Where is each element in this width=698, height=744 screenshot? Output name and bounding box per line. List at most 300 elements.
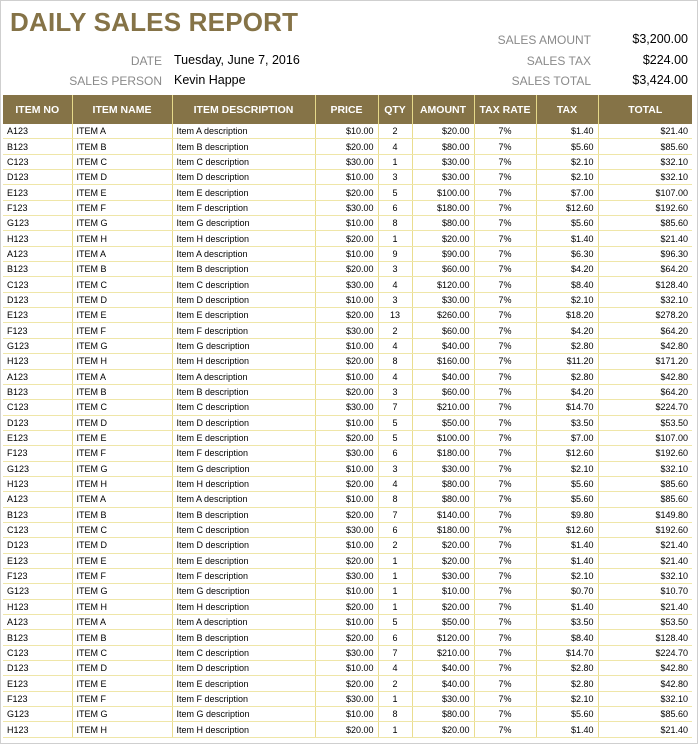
cell-tax: $1.40 [536, 538, 598, 553]
cell-tax: $1.40 [536, 124, 598, 139]
cell-qty: 4 [378, 661, 412, 676]
cell-item-no: G123 [3, 584, 72, 599]
cell-amount: $30.00 [412, 568, 474, 583]
cell-total: $32.10 [598, 691, 692, 706]
cell-total: $278.20 [598, 308, 692, 323]
cell-amount: $40.00 [412, 676, 474, 691]
cell-item-no: G123 [3, 707, 72, 722]
cell-tax: $5.60 [536, 216, 598, 231]
cell-price: $10.00 [315, 415, 378, 430]
cell-item-name: ITEM F [72, 200, 172, 215]
table-row [3, 124, 692, 139]
cell-total: $32.10 [598, 292, 692, 307]
table-row [3, 691, 692, 706]
cell-total: $21.40 [598, 722, 692, 737]
cell-tax: $1.40 [536, 231, 598, 246]
cell-qty: 2 [378, 323, 412, 338]
cell-item-name: ITEM G [72, 338, 172, 353]
cell-item-no: C123 [3, 277, 72, 292]
cell-total: $96.30 [598, 246, 692, 261]
cell-tax-rate: 7% [474, 476, 536, 491]
cell-tax: $7.00 [536, 430, 598, 445]
cell-amount: $60.00 [412, 384, 474, 399]
cell-qty: 4 [378, 338, 412, 353]
cell-tax-rate: 7% [474, 338, 536, 353]
cell-tax: $1.40 [536, 599, 598, 614]
cell-item-description: Item B description [172, 630, 315, 645]
cell-item-no: G123 [3, 338, 72, 353]
cell-total: $128.40 [598, 277, 692, 292]
cell-amount: $120.00 [412, 277, 474, 292]
cell-item-description: Item H description [172, 231, 315, 246]
cell-total: $32.10 [598, 170, 692, 185]
cell-amount: $50.00 [412, 615, 474, 630]
cell-price: $30.00 [315, 645, 378, 660]
cell-item-name: ITEM D [72, 292, 172, 307]
cell-item-description: Item H description [172, 722, 315, 737]
cell-amount: $180.00 [412, 522, 474, 537]
cell-tax-rate: 7% [474, 645, 536, 660]
cell-item-name: ITEM E [72, 185, 172, 200]
cell-item-no: A123 [3, 492, 72, 507]
cell-tax-rate: 7% [474, 507, 536, 522]
cell-tax: $12.60 [536, 522, 598, 537]
cell-qty: 8 [378, 354, 412, 369]
date-value: Tuesday, June 7, 2016 [174, 53, 300, 67]
cell-item-description: Item G description [172, 707, 315, 722]
cell-amount: $50.00 [412, 415, 474, 430]
cell-tax-rate: 7% [474, 170, 536, 185]
cell-tax-rate: 7% [474, 292, 536, 307]
cell-tax-rate: 7% [474, 707, 536, 722]
cell-tax-rate: 7% [474, 722, 536, 737]
cell-price: $30.00 [315, 154, 378, 169]
cell-qty: 5 [378, 185, 412, 200]
cell-item-description: Item D description [172, 170, 315, 185]
table-row [3, 369, 692, 384]
sales-tax-label: SALES TAX [526, 54, 591, 68]
cell-tax-rate: 7% [474, 661, 536, 676]
cell-tax: $2.10 [536, 292, 598, 307]
cell-item-description: Item A description [172, 615, 315, 630]
cell-total: $21.40 [598, 124, 692, 139]
cell-tax-rate: 7% [474, 415, 536, 430]
cell-tax-rate: 7% [474, 308, 536, 323]
cell-total: $42.80 [598, 338, 692, 353]
cell-price: $30.00 [315, 568, 378, 583]
cell-item-name: ITEM B [72, 384, 172, 399]
cell-item-no: B123 [3, 384, 72, 399]
cell-item-no: A123 [3, 246, 72, 261]
cell-item-name: ITEM A [72, 492, 172, 507]
cell-amount: $20.00 [412, 722, 474, 737]
cell-tax-rate: 7% [474, 400, 536, 415]
cell-amount: $210.00 [412, 645, 474, 660]
cell-qty: 13 [378, 308, 412, 323]
cell-tax: $2.10 [536, 170, 598, 185]
cell-price: $20.00 [315, 384, 378, 399]
cell-qty: 6 [378, 522, 412, 537]
cell-item-name: ITEM H [72, 354, 172, 369]
cell-total: $64.20 [598, 384, 692, 399]
cell-amount: $20.00 [412, 538, 474, 553]
cell-item-no: G123 [3, 461, 72, 476]
cell-item-name: ITEM A [72, 124, 172, 139]
cell-qty: 3 [378, 262, 412, 277]
sales-amount-value: $3,200.00 [632, 32, 688, 46]
table-row [3, 507, 692, 522]
cell-amount: $100.00 [412, 185, 474, 200]
cell-qty: 4 [378, 369, 412, 384]
cell-qty: 1 [378, 154, 412, 169]
header-total: TOTAL [598, 95, 692, 124]
cell-item-name: ITEM E [72, 308, 172, 323]
cell-item-no: D123 [3, 170, 72, 185]
header-tax-rate: TAX RATE [474, 95, 536, 124]
cell-tax: $12.60 [536, 200, 598, 215]
header-tax: TAX [536, 95, 598, 124]
cell-item-name: ITEM C [72, 277, 172, 292]
cell-tax-rate: 7% [474, 277, 536, 292]
cell-item-name: ITEM G [72, 584, 172, 599]
cell-qty: 2 [378, 676, 412, 691]
cell-tax-rate: 7% [474, 676, 536, 691]
cell-item-name: ITEM E [72, 553, 172, 568]
cell-item-description: Item C description [172, 154, 315, 169]
cell-tax-rate: 7% [474, 553, 536, 568]
cell-item-description: Item F description [172, 323, 315, 338]
cell-tax: $2.10 [536, 154, 598, 169]
cell-price: $30.00 [315, 400, 378, 415]
cell-item-no: B123 [3, 262, 72, 277]
cell-tax-rate: 7% [474, 384, 536, 399]
cell-price: $20.00 [315, 676, 378, 691]
table-row [3, 231, 692, 246]
header-amount: AMOUNT [412, 95, 474, 124]
cell-item-description: Item B description [172, 139, 315, 154]
cell-tax-rate: 7% [474, 630, 536, 645]
cell-tax: $2.80 [536, 338, 598, 353]
cell-item-no: D123 [3, 661, 72, 676]
cell-item-description: Item C description [172, 522, 315, 537]
cell-item-description: Item B description [172, 384, 315, 399]
cell-item-no: E123 [3, 430, 72, 445]
cell-price: $20.00 [315, 262, 378, 277]
cell-item-no: B123 [3, 630, 72, 645]
cell-tax-rate: 7% [474, 231, 536, 246]
cell-price: $20.00 [315, 476, 378, 491]
cell-total: $192.60 [598, 446, 692, 461]
cell-amount: $40.00 [412, 338, 474, 353]
cell-tax-rate: 7% [474, 599, 536, 614]
cell-item-no: C123 [3, 645, 72, 660]
cell-price: $10.00 [315, 124, 378, 139]
sales-person-value: Kevin Happe [174, 73, 246, 87]
cell-item-name: ITEM A [72, 246, 172, 261]
table-row [3, 170, 692, 185]
cell-total: $10.70 [598, 584, 692, 599]
cell-price: $30.00 [315, 200, 378, 215]
cell-item-name: ITEM A [72, 615, 172, 630]
cell-qty: 1 [378, 722, 412, 737]
cell-amount: $30.00 [412, 292, 474, 307]
report-title: DAILY SALES REPORT [10, 7, 299, 37]
table-row [3, 599, 692, 614]
table-row [3, 216, 692, 231]
table-row [3, 538, 692, 553]
cell-total: $107.00 [598, 185, 692, 200]
cell-amount: $40.00 [412, 369, 474, 384]
cell-amount: $30.00 [412, 170, 474, 185]
table-row [3, 615, 692, 630]
cell-tax: $0.70 [536, 584, 598, 599]
cell-tax: $2.10 [536, 691, 598, 706]
cell-tax: $6.30 [536, 246, 598, 261]
header-item-no: ITEM NO [3, 95, 72, 124]
cell-tax: $1.40 [536, 553, 598, 568]
table-row [3, 354, 692, 369]
cell-amount: $140.00 [412, 507, 474, 522]
table-row [3, 415, 692, 430]
cell-tax: $9.80 [536, 507, 598, 522]
cell-qty: 2 [378, 124, 412, 139]
cell-item-no: G123 [3, 216, 72, 231]
cell-total: $192.60 [598, 522, 692, 537]
cell-qty: 3 [378, 384, 412, 399]
header-qty: QTY [378, 95, 412, 124]
cell-price: $10.00 [315, 369, 378, 384]
cell-amount: $30.00 [412, 154, 474, 169]
sales-amount-label: SALES AMOUNT [497, 33, 591, 47]
cell-item-name: ITEM E [72, 676, 172, 691]
cell-item-description: Item F description [172, 446, 315, 461]
table-row [3, 323, 692, 338]
cell-tax-rate: 7% [474, 369, 536, 384]
cell-total: $85.60 [598, 216, 692, 231]
cell-tax: $11.20 [536, 354, 598, 369]
cell-amount: $210.00 [412, 400, 474, 415]
cell-tax: $5.60 [536, 707, 598, 722]
cell-item-name: ITEM F [72, 323, 172, 338]
table-row [3, 476, 692, 491]
cell-qty: 3 [378, 461, 412, 476]
table-row [3, 308, 692, 323]
cell-qty: 4 [378, 476, 412, 491]
cell-total: $21.40 [598, 553, 692, 568]
cell-total: $85.60 [598, 492, 692, 507]
cell-amount: $30.00 [412, 461, 474, 476]
cell-item-description: Item D description [172, 538, 315, 553]
cell-total: $85.60 [598, 139, 692, 154]
cell-amount: $100.00 [412, 430, 474, 445]
cell-price: $20.00 [315, 139, 378, 154]
cell-item-name: ITEM B [72, 262, 172, 277]
cell-total: $42.80 [598, 661, 692, 676]
cell-item-description: Item C description [172, 277, 315, 292]
cell-item-no: F123 [3, 691, 72, 706]
cell-item-no: H123 [3, 354, 72, 369]
cell-item-name: ITEM D [72, 415, 172, 430]
cell-qty: 4 [378, 277, 412, 292]
date-label: DATE [130, 54, 162, 68]
cell-qty: 5 [378, 415, 412, 430]
cell-item-no: E123 [3, 185, 72, 200]
cell-total: $85.60 [598, 476, 692, 491]
cell-qty: 1 [378, 584, 412, 599]
cell-item-name: ITEM B [72, 139, 172, 154]
cell-item-description: Item H description [172, 354, 315, 369]
cell-item-description: Item E description [172, 553, 315, 568]
cell-amount: $80.00 [412, 139, 474, 154]
cell-tax: $3.50 [536, 615, 598, 630]
cell-price: $10.00 [315, 492, 378, 507]
cell-price: $20.00 [315, 507, 378, 522]
cell-tax-rate: 7% [474, 446, 536, 461]
table-row [3, 492, 692, 507]
cell-item-name: ITEM H [72, 722, 172, 737]
cell-item-name: ITEM G [72, 461, 172, 476]
cell-tax: $12.60 [536, 446, 598, 461]
cell-price: $10.00 [315, 246, 378, 261]
cell-item-no: E123 [3, 676, 72, 691]
cell-item-description: Item F description [172, 200, 315, 215]
cell-item-description: Item A description [172, 246, 315, 261]
cell-item-name: ITEM H [72, 599, 172, 614]
table-row [3, 676, 692, 691]
cell-qty: 3 [378, 170, 412, 185]
cell-item-no: A123 [3, 615, 72, 630]
table-row [3, 446, 692, 461]
table-row [3, 461, 692, 476]
sales-tax-value: $224.00 [642, 53, 688, 67]
cell-tax: $4.20 [536, 384, 598, 399]
cell-price: $20.00 [315, 430, 378, 445]
cell-tax-rate: 7% [474, 185, 536, 200]
cell-tax: $2.10 [536, 568, 598, 583]
cell-item-name: ITEM C [72, 522, 172, 537]
cell-item-description: Item C description [172, 645, 315, 660]
cell-tax-rate: 7% [474, 492, 536, 507]
cell-tax-rate: 7% [474, 568, 536, 583]
cell-price: $10.00 [315, 661, 378, 676]
cell-price: $30.00 [315, 277, 378, 292]
cell-item-description: Item A description [172, 124, 315, 139]
cell-item-no: B123 [3, 507, 72, 522]
table-row [3, 430, 692, 445]
cell-price: $20.00 [315, 354, 378, 369]
cell-item-description: Item D description [172, 292, 315, 307]
cell-total: $32.10 [598, 461, 692, 476]
cell-qty: 1 [378, 599, 412, 614]
cell-item-description: Item E description [172, 676, 315, 691]
table-row [3, 722, 692, 737]
table-row [3, 645, 692, 660]
cell-qty: 8 [378, 216, 412, 231]
cell-qty: 4 [378, 139, 412, 154]
cell-price: $30.00 [315, 446, 378, 461]
cell-amount: $60.00 [412, 323, 474, 338]
cell-total: $128.40 [598, 630, 692, 645]
cell-item-description: Item E description [172, 185, 315, 200]
cell-item-no: F123 [3, 200, 72, 215]
cell-price: $10.00 [315, 584, 378, 599]
cell-amount: $20.00 [412, 599, 474, 614]
cell-total: $64.20 [598, 323, 692, 338]
cell-item-description: Item E description [172, 308, 315, 323]
cell-item-no: C123 [3, 522, 72, 537]
cell-tax-rate: 7% [474, 323, 536, 338]
cell-qty: 7 [378, 400, 412, 415]
cell-tax-rate: 7% [474, 154, 536, 169]
table-row [3, 200, 692, 215]
cell-amount: $90.00 [412, 246, 474, 261]
cell-amount: $160.00 [412, 354, 474, 369]
header-item-name: ITEM NAME [72, 95, 172, 124]
cell-qty: 2 [378, 538, 412, 553]
cell-item-description: Item A description [172, 369, 315, 384]
cell-price: $20.00 [315, 553, 378, 568]
header-item-description: ITEM DESCRIPTION [172, 95, 315, 124]
cell-tax-rate: 7% [474, 461, 536, 476]
cell-item-name: ITEM D [72, 170, 172, 185]
cell-item-no: F123 [3, 446, 72, 461]
cell-tax: $14.70 [536, 645, 598, 660]
cell-total: $149.80 [598, 507, 692, 522]
cell-tax: $4.20 [536, 323, 598, 338]
cell-tax: $2.80 [536, 676, 598, 691]
cell-tax-rate: 7% [474, 430, 536, 445]
cell-item-name: ITEM A [72, 369, 172, 384]
cell-item-no: D123 [3, 292, 72, 307]
cell-price: $30.00 [315, 323, 378, 338]
cell-qty: 7 [378, 507, 412, 522]
cell-total: $192.60 [598, 200, 692, 215]
cell-tax: $5.60 [536, 139, 598, 154]
table-row [3, 568, 692, 583]
cell-item-no: D123 [3, 538, 72, 553]
sales-total-value: $3,424.00 [632, 73, 688, 87]
cell-tax-rate: 7% [474, 139, 536, 154]
table-row [3, 661, 692, 676]
cell-item-name: ITEM B [72, 630, 172, 645]
cell-tax-rate: 7% [474, 246, 536, 261]
cell-item-name: ITEM D [72, 538, 172, 553]
cell-item-no: D123 [3, 415, 72, 430]
cell-price: $10.00 [315, 461, 378, 476]
cell-total: $21.40 [598, 538, 692, 553]
table-row [3, 277, 692, 292]
cell-amount: $80.00 [412, 476, 474, 491]
cell-qty: 1 [378, 553, 412, 568]
cell-price: $20.00 [315, 308, 378, 323]
cell-qty: 6 [378, 630, 412, 645]
cell-tax: $2.80 [536, 369, 598, 384]
table-header-row [3, 95, 692, 124]
cell-item-name: ITEM F [72, 568, 172, 583]
cell-tax-rate: 7% [474, 691, 536, 706]
cell-price: $30.00 [315, 522, 378, 537]
cell-price: $10.00 [315, 170, 378, 185]
cell-amount: $180.00 [412, 200, 474, 215]
cell-item-description: Item G description [172, 338, 315, 353]
table-row [3, 630, 692, 645]
cell-item-description: Item F description [172, 568, 315, 583]
cell-item-no: H123 [3, 231, 72, 246]
cell-price: $20.00 [315, 722, 378, 737]
cell-item-no: A123 [3, 124, 72, 139]
cell-price: $20.00 [315, 630, 378, 645]
cell-item-description: Item H description [172, 599, 315, 614]
